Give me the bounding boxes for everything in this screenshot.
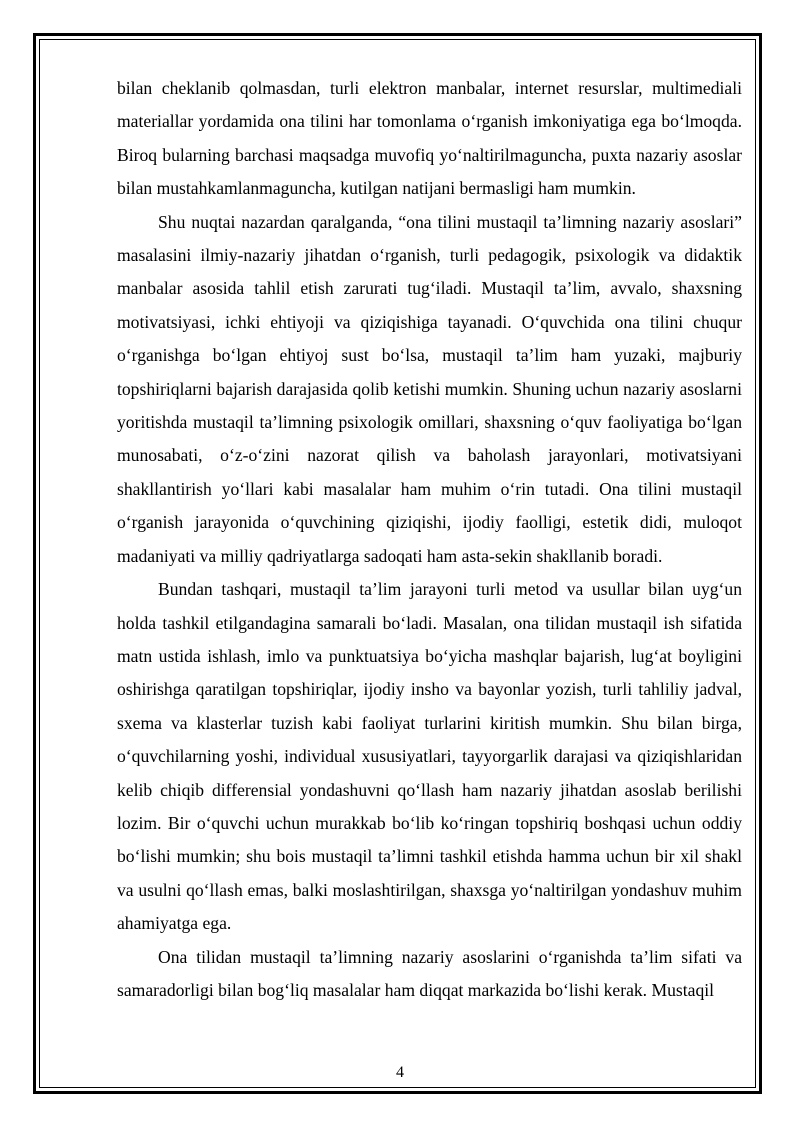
document-body [117,72,742,1007]
paragraph: Shu nuqtai nazardan qaralganda, “ona tilini mustaqil ta’limning nazariy asoslari” masalasini ilmiy-nazariy jihatdan oʻrganish, turli pedagogik, psixologik va didaktik manbalar asosida tahlil etish zarurati tugʻiladi. Mustaqil ta’lim, avvalo, shaxsning motivatsiyasi, ichki ehtiyoji va qiziqishiga tayanadi. Oʻquvchida ona tilini chuqur oʻrganishga boʻlgan ehtiyoj sust boʻlsa, mustaqil ta’lim ham yuzaki, majburiy topshiriqlarni bajarish darajasida qolib ketishi mumkin. Shuning uchun nazariy asoslarni yoritishda mustaqil ta’limning psixologik omillari, shaxsning oʻquv faoliyatiga boʻlgan munosabati, oʻz-oʻzini nazorat qilish va baholash jarayonlari, motivatsiyani shakllantirish yoʻllari kabi masalalar ham muhim oʻrin tutadi. Ona tilini mustaqil oʻrganish jarayonida oʻquvchining qiziqishi, ijodiy faolligi, estetik didi, muloqot madaniyati va milliy qadriyatlarga sadoqati ham asta-sekin shakllanib boradi. [117,211,742,566]
paragraph: Ona tilidan mustaqil ta’limning nazariy asoslarini oʻrganishda ta’lim sifati va samaradorligi bilan bogʻliq masalalar ham diqqat markazida boʻlishi kerak. Mustaqil [117,946,742,1000]
paragraph: Bundan tashqari, mustaqil ta’lim jarayoni turli metod va usullar bilan uygʻun holda tashkil etilgandagina samarali boʻladi. Masalan, ona tilidan mustaqil ish sifatida matn ustida ishlash, imlo va punktuatsiya boʻyicha mashqlar bajarish, lugʻat boyligini oshirishga qaratilgan topshiriqlar, ijodiy insho va bayonlar yozish, turli tahliliy jadval, sxema va klasterlar tuzish kabi faoliyat turlarini kiritish mumkin. Shu bilan birga, oʻquvchilarning yoshi, individual xususiyatlari, tayyorgarlik darajasi va qiziqishlaridan kelib chiqib differensial yondashuvni qoʻllash ham nazariy jihatdan asoslab berilishi lozim. Bir oʻquvchi uchun murakkab boʻlib koʻringan topshiriq boshqasi uchun oddiy boʻlishi mumkin; shu bois mustaqil ta’limni tashkil etishda hamma uchun bir xil shakl va usulni qoʻllash emas, balki moslashtirilgan, shaxsga yoʻnaltirilgan yondashuv muhim ahamiyatga ega. [117,579,742,934]
paragraph-continued: bilan cheklanib qolmasdan, turli elektron manbalar, internet resurslar, multimediali materiallar yordamida ona tilini har tomonlama oʻrganish imkoniyatiga ega boʻlmoqda. Biroq bularning barchasi maqsadga muvofiq yoʻnaltirilmaguncha, puxta nazariy asoslar bilan mustahkamlanmaguncha, kutilgan natijani bermasligi ham mumkin. [117,78,742,199]
page-number: 4 [396,1064,404,1081]
